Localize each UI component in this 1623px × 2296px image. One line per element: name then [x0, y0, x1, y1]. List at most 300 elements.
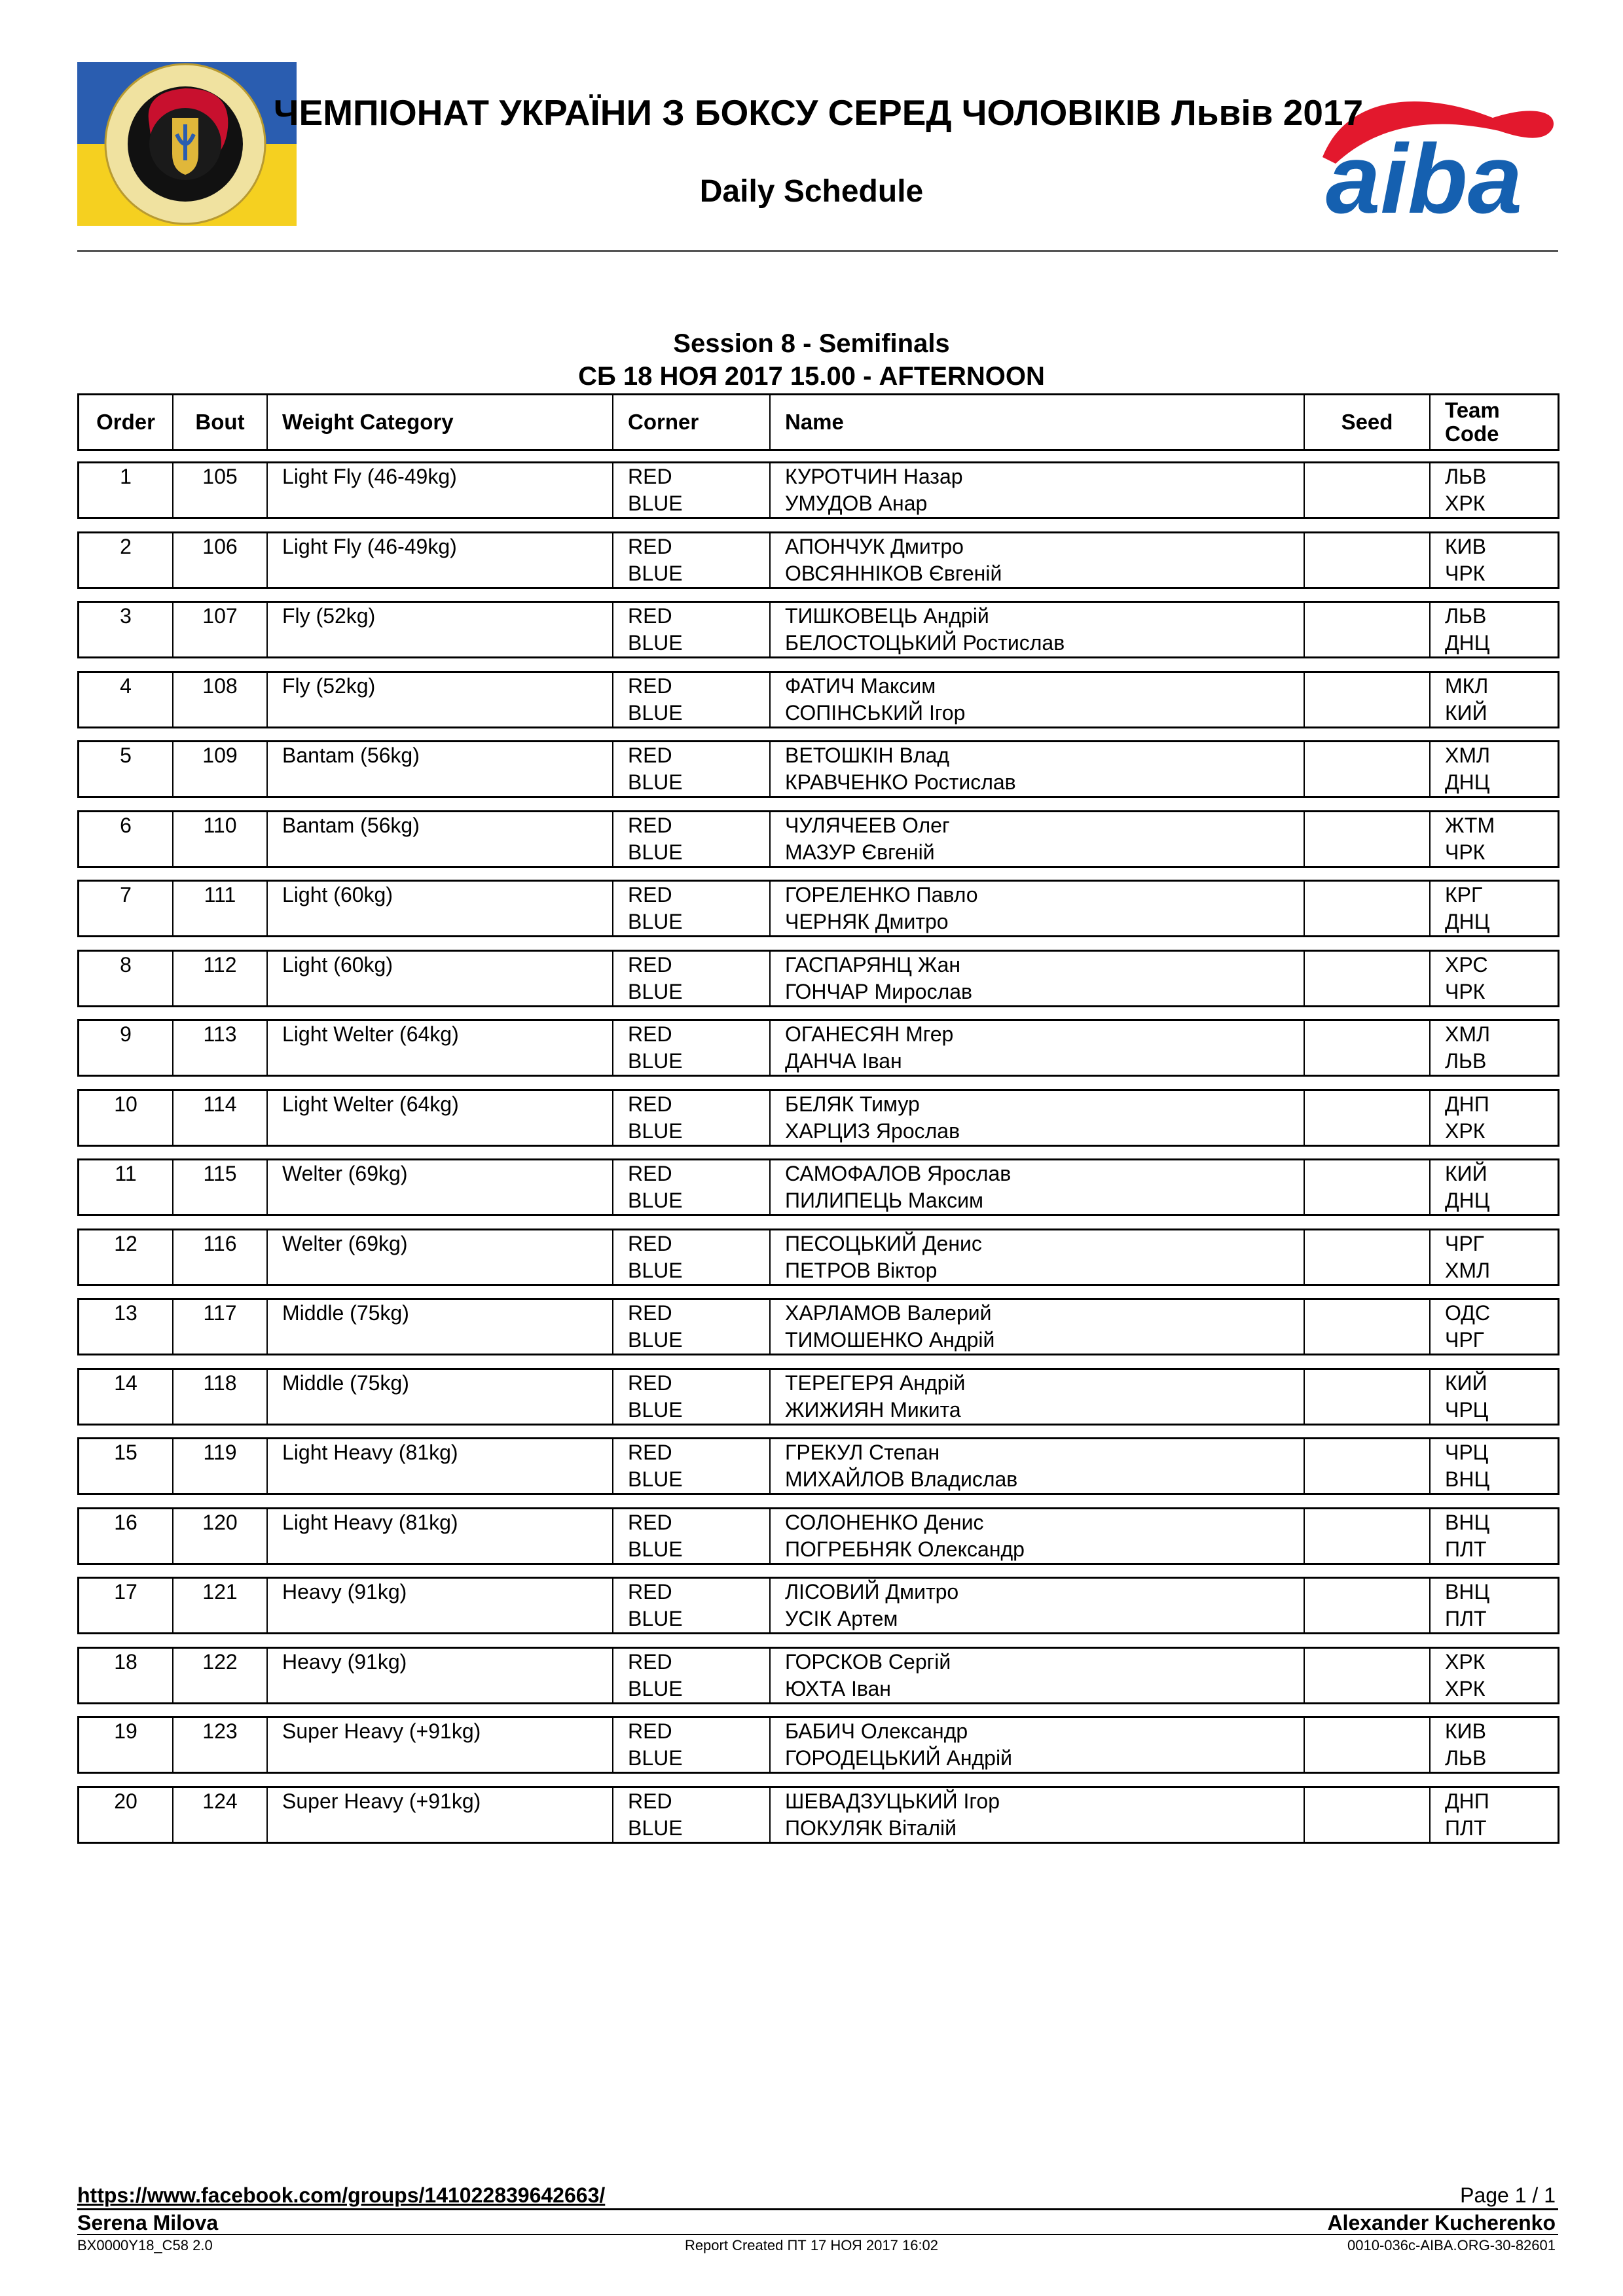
cell-corner — [613, 1509, 771, 1563]
cell-name — [771, 1439, 1305, 1493]
cell-seed — [1305, 1230, 1431, 1284]
boxer-name-blue: ГОРОДЕЦЬКИЙ Андрій — [785, 1746, 1012, 1770]
cell-corner — [613, 812, 771, 866]
cell-weight — [268, 1230, 613, 1284]
order-value: 10 — [114, 1092, 137, 1116]
cell-weight — [268, 1300, 613, 1354]
team-code-blue: КИЙ — [1445, 701, 1487, 725]
corner-red: RED — [628, 1301, 672, 1325]
team-code-blue: ПЛТ — [1445, 1537, 1487, 1561]
cell-team — [1431, 463, 1558, 517]
cell-order — [79, 463, 173, 517]
cell-team — [1431, 1649, 1558, 1702]
order-value: 14 — [114, 1371, 137, 1395]
team-code-red: ВНЦ — [1445, 1580, 1490, 1604]
cell-weight — [268, 1718, 613, 1772]
cell-name — [771, 812, 1305, 866]
cell-team — [1431, 673, 1558, 726]
cell-weight — [268, 1788, 613, 1842]
cell-weight — [268, 742, 613, 796]
corner-red: RED — [628, 535, 672, 558]
cell-corner — [613, 1300, 771, 1354]
cell-name — [771, 742, 1305, 796]
boxer-name-red: АПОНЧУК Дмитро — [785, 535, 964, 558]
column-header-bout: Bout — [173, 395, 268, 449]
cell-team — [1431, 952, 1558, 1005]
cell-name — [771, 1579, 1305, 1632]
cell-seed — [1305, 603, 1431, 656]
cell-team — [1431, 1091, 1558, 1145]
table-row — [77, 1577, 1559, 1634]
footer-divider — [77, 2208, 1558, 2210]
order-value: 8 — [120, 953, 132, 977]
boxer-name-blue: БЕЛОСТОЦЬКИЙ Ростислав — [785, 631, 1065, 655]
table-row — [77, 950, 1559, 1007]
cell-seed — [1305, 1788, 1431, 1842]
corner-blue: BLUE — [628, 1816, 683, 1840]
team-code-blue: ЛЬВ — [1445, 1049, 1487, 1073]
cell-weight — [268, 1091, 613, 1145]
cell-seed — [1305, 952, 1431, 1005]
table-row — [77, 1298, 1559, 1355]
cell-order — [79, 1439, 173, 1493]
cell-bout — [173, 742, 268, 796]
boxer-name-blue: ПИЛИПЕЦЬ Максим — [785, 1189, 983, 1212]
team-code-red: ДНП — [1445, 1092, 1489, 1116]
cell-bout — [173, 1230, 268, 1284]
order-value: 1 — [120, 465, 132, 488]
corner-red: RED — [628, 1789, 672, 1813]
team-code-red: ХМЛ — [1445, 1022, 1490, 1046]
team-code-red: ЧРГ — [1445, 1232, 1484, 1255]
cell-weight — [268, 1649, 613, 1702]
order-value: 2 — [120, 535, 132, 558]
cell-name — [771, 603, 1305, 656]
cell-corner — [613, 533, 771, 587]
cell-team — [1431, 1021, 1558, 1075]
corner-blue: BLUE — [628, 492, 683, 515]
boxer-name-red: ЛІСОВИЙ Дмитро — [785, 1580, 959, 1604]
cell-weight — [268, 882, 613, 935]
boxer-name-blue: ДАНЧА Іван — [785, 1049, 902, 1073]
bout-value: 115 — [203, 1162, 237, 1185]
boxer-name-red: ФАТИЧ Максим — [785, 674, 936, 698]
cell-corner — [613, 1021, 771, 1075]
table-row — [77, 1158, 1559, 1216]
corner-blue: BLUE — [628, 1328, 683, 1352]
corner-red: RED — [628, 1092, 672, 1116]
cell-team — [1431, 603, 1558, 656]
cell-corner — [613, 1718, 771, 1772]
corner-red: RED — [628, 1441, 672, 1464]
cell-seed — [1305, 1370, 1431, 1424]
team-code-blue: ДНЦ — [1445, 1189, 1490, 1212]
bout-value: 107 — [202, 604, 238, 628]
team-code-red: МКЛ — [1445, 674, 1489, 698]
bout-value: 121 — [202, 1580, 238, 1604]
cell-order — [79, 1091, 173, 1145]
weight-value: Light Fly (46-49kg) — [282, 535, 457, 558]
cell-order — [79, 812, 173, 866]
team-code-blue: ЧРК — [1445, 980, 1486, 1003]
corner-blue: BLUE — [628, 1189, 683, 1212]
team-code-blue: ЧРК — [1445, 562, 1486, 585]
cell-order — [79, 1579, 173, 1632]
cell-order — [79, 1649, 173, 1702]
weight-value: Light Heavy (81kg) — [282, 1511, 458, 1534]
cell-order — [79, 1370, 173, 1424]
boxer-name-red: ВЕТОШКІН Влад — [785, 744, 950, 767]
team-code-blue: ПЛТ — [1445, 1816, 1487, 1840]
team-code-red: ХМЛ — [1445, 744, 1490, 767]
cell-team — [1431, 1160, 1558, 1214]
team-code-blue: ХМЛ — [1445, 1259, 1490, 1282]
cell-bout — [173, 463, 268, 517]
team-code-red: ОДС — [1445, 1301, 1490, 1325]
column-header-weight: Weight Category — [268, 395, 613, 449]
cell-seed — [1305, 1509, 1431, 1563]
cell-corner — [613, 1160, 771, 1214]
boxer-name-blue: ЮХТА Іван — [785, 1677, 891, 1700]
table-row — [77, 461, 1559, 519]
cell-team — [1431, 1579, 1558, 1632]
cell-bout — [173, 882, 268, 935]
cell-seed — [1305, 1091, 1431, 1145]
page-title: ЧЕМПІОНАТ УКРАЇНИ З БОКСУ СЕРЕД ЧОЛОВІКІВ Львів 2017 — [273, 92, 1364, 133]
cell-seed — [1305, 742, 1431, 796]
footer-report-created: Report Created ПТ 17 НОЯ 2017 16:02 — [684, 2237, 939, 2253]
cell-bout — [173, 1160, 268, 1214]
table-row — [77, 1647, 1559, 1704]
bout-value: 124 — [202, 1789, 238, 1813]
table-row — [77, 880, 1559, 937]
team-code-red: КИЙ — [1445, 1162, 1487, 1185]
cell-weight — [268, 1509, 613, 1563]
cell-team — [1431, 1300, 1558, 1354]
cell-weight — [268, 812, 613, 866]
weight-value: Bantam (56kg) — [282, 814, 420, 837]
boxer-name-blue: ТИМОШЕНКО Андрій — [785, 1328, 995, 1352]
cell-corner — [613, 1649, 771, 1702]
table-header — [77, 393, 1559, 451]
bout-value: 105 — [202, 465, 238, 488]
order-value: 5 — [120, 744, 132, 767]
cell-name — [771, 1718, 1305, 1772]
cell-seed — [1305, 1718, 1431, 1772]
cell-bout — [173, 603, 268, 656]
team-code-blue: ДНЦ — [1445, 770, 1490, 794]
team-code-red: КИЙ — [1445, 1371, 1487, 1395]
table-row — [77, 1229, 1559, 1286]
team-code-blue: ХРК — [1445, 1677, 1486, 1700]
cell-weight — [268, 463, 613, 517]
boxer-name-blue: ЧЕРНЯК Дмитро — [785, 910, 949, 933]
weight-value: Light Heavy (81kg) — [282, 1441, 458, 1464]
corner-red: RED — [628, 744, 672, 767]
cell-seed — [1305, 673, 1431, 726]
table-row — [77, 1437, 1559, 1495]
corner-red: RED — [628, 1580, 672, 1604]
footer-page-number: Page 1 / 1 — [1460, 2183, 1556, 2207]
cell-weight — [268, 603, 613, 656]
boxer-name-red: ОГАНЕСЯН Мгер — [785, 1022, 954, 1046]
order-value: 4 — [120, 674, 132, 698]
boxer-name-blue: ЖИЖИЯН Микита — [785, 1398, 961, 1422]
bout-value: 113 — [203, 1022, 237, 1046]
cell-team — [1431, 882, 1558, 935]
cell-weight — [268, 1370, 613, 1424]
cell-team — [1431, 1788, 1558, 1842]
table-row — [77, 810, 1559, 868]
cell-bout — [173, 673, 268, 726]
cell-name — [771, 1021, 1305, 1075]
weight-value: Middle (75kg) — [282, 1371, 409, 1395]
order-value: 20 — [114, 1789, 137, 1813]
cell-name — [771, 673, 1305, 726]
order-value: 16 — [114, 1511, 137, 1534]
weight-value: Light (60kg) — [282, 883, 393, 906]
corner-red: RED — [628, 1371, 672, 1395]
corner-red: RED — [628, 1719, 672, 1743]
weight-value: Heavy (91kg) — [282, 1650, 407, 1674]
team-code-red: ЛЬВ — [1445, 604, 1487, 628]
cell-name — [771, 952, 1305, 1005]
table-row — [77, 1019, 1559, 1077]
order-value: 19 — [114, 1719, 137, 1743]
table-row — [77, 1786, 1559, 1844]
cell-order — [79, 742, 173, 796]
cell-order — [79, 1509, 173, 1563]
order-value: 3 — [120, 604, 132, 628]
corner-red: RED — [628, 674, 672, 698]
cell-seed — [1305, 1649, 1431, 1702]
bout-value: 122 — [202, 1650, 238, 1674]
boxer-name-blue: УСІК Артем — [785, 1607, 898, 1630]
boxer-name-red: ГОРСКОВ Сергій — [785, 1650, 951, 1674]
bout-value: 112 — [203, 953, 237, 977]
boxer-name-red: ЧУЛЯЧЕЕВ Олег — [785, 814, 950, 837]
order-value: 11 — [115, 1162, 137, 1185]
cell-corner — [613, 673, 771, 726]
boxer-name-blue: ПОГРЕБНЯК Олександр — [785, 1537, 1025, 1561]
corner-blue: BLUE — [628, 701, 683, 725]
team-code-blue: ПЛТ — [1445, 1607, 1487, 1630]
weight-value: Middle (75kg) — [282, 1301, 409, 1325]
cell-order — [79, 1718, 173, 1772]
corner-blue: BLUE — [628, 840, 683, 864]
team-code-red: ЛЬВ — [1445, 465, 1487, 488]
boxer-name-blue: ПЕТРОВ Віктор — [785, 1259, 938, 1282]
weight-value: Super Heavy (+91kg) — [282, 1789, 481, 1813]
boxer-name-red: ГРЕКУЛ Степан — [785, 1441, 940, 1464]
table-row — [77, 531, 1559, 589]
footer-left-official: Serena Milova — [77, 2211, 219, 2234]
boxer-name-blue: ОВСЯННІКОВ Євгеній — [785, 562, 1002, 585]
cell-order — [79, 1300, 173, 1354]
cell-corner — [613, 603, 771, 656]
corner-blue: BLUE — [628, 562, 683, 585]
cell-bout — [173, 1300, 268, 1354]
corner-blue: BLUE — [628, 770, 683, 794]
corner-red: RED — [628, 953, 672, 977]
table-row — [77, 601, 1559, 658]
cell-name — [771, 1370, 1305, 1424]
boxer-name-red: ПЕСОЦЬКИЙ Денис — [785, 1232, 982, 1255]
cell-weight — [268, 533, 613, 587]
cell-order — [79, 1021, 173, 1075]
cell-name — [771, 1788, 1305, 1842]
footer-right-official: Alexander Kucherenko — [1327, 2211, 1556, 2234]
order-value: 6 — [120, 814, 132, 837]
cell-bout — [173, 1718, 268, 1772]
corner-red: RED — [628, 1162, 672, 1185]
footer-divider-secondary — [77, 2234, 1558, 2235]
footer-document-id: 0010-036c-AIBA.ORG-30-82601 — [1347, 2237, 1556, 2253]
bout-value: 111 — [204, 883, 236, 906]
corner-red: RED — [628, 604, 672, 628]
order-value: 9 — [120, 1022, 132, 1046]
column-header-team-line1: Team — [1445, 398, 1500, 422]
boxer-name-red: ХАРЛАМОВ Валерий — [785, 1301, 992, 1325]
column-header-seed: Seed — [1305, 395, 1431, 449]
team-code-blue: ЛЬВ — [1445, 1746, 1487, 1770]
cell-order — [79, 882, 173, 935]
boxer-name-red: ТИШКОВЕЦЬ Андрій — [785, 604, 989, 628]
corner-blue: BLUE — [628, 1398, 683, 1422]
corner-blue: BLUE — [628, 980, 683, 1003]
team-code-blue: ДНЦ — [1445, 910, 1490, 933]
team-code-blue: ХРК — [1445, 492, 1486, 515]
cell-corner — [613, 1439, 771, 1493]
team-code-red: КИВ — [1445, 535, 1486, 558]
boxer-name-red: СОЛОНЕНКО Денис — [785, 1511, 984, 1534]
corner-blue: BLUE — [628, 910, 683, 933]
page-subtitle: Daily Schedule — [699, 174, 924, 209]
bout-value: 116 — [203, 1232, 237, 1255]
column-header-team-line2: Code — [1445, 422, 1499, 446]
cell-weight — [268, 1021, 613, 1075]
boxer-name-blue: ГОНЧАР Мирослав — [785, 980, 973, 1003]
cell-weight — [268, 1439, 613, 1493]
boxer-name-blue: СОПІНСЬКИЙ Ігор — [785, 701, 966, 725]
column-header-order: Order — [79, 395, 173, 449]
cell-team — [1431, 1230, 1558, 1284]
team-code-red: ЖТМ — [1445, 814, 1495, 837]
bout-value: 114 — [203, 1092, 237, 1116]
cell-order — [79, 1160, 173, 1214]
footer-report-code: BX0000Y18_C58 2.0 — [77, 2237, 213, 2253]
cell-seed — [1305, 463, 1431, 517]
boxer-name-red: БАБИЧ Олександр — [785, 1719, 968, 1743]
cell-name — [771, 1091, 1305, 1145]
table-row — [77, 1716, 1559, 1774]
cell-bout — [173, 1509, 268, 1563]
column-header-corner: Corner — [613, 395, 771, 449]
cell-weight — [268, 952, 613, 1005]
cell-team — [1431, 1370, 1558, 1424]
cell-bout — [173, 952, 268, 1005]
boxer-name-blue: МАЗУР Євгеній — [785, 840, 935, 864]
boxer-name-red: КУРОТЧИН Назар — [785, 465, 963, 488]
cell-bout — [173, 1370, 268, 1424]
weight-value: Light Welter (64kg) — [282, 1022, 459, 1046]
session-title: Session 8 - Semifinals — [673, 329, 950, 358]
corner-red: RED — [628, 883, 672, 906]
table-row — [77, 1089, 1559, 1147]
cell-corner — [613, 1788, 771, 1842]
weight-value: Heavy (91kg) — [282, 1580, 407, 1604]
cell-weight — [268, 1579, 613, 1632]
footer-url-link[interactable]: https://www.facebook.com/groups/141022839642663/ — [77, 2183, 606, 2207]
cell-name — [771, 1160, 1305, 1214]
svg-text:aiba: aiba — [1326, 124, 1523, 223]
bout-value: 119 — [203, 1441, 237, 1464]
weight-value: Fly (52kg) — [282, 604, 376, 628]
cell-team — [1431, 1718, 1558, 1772]
cell-seed — [1305, 812, 1431, 866]
team-code-blue: ЧРГ — [1445, 1328, 1484, 1352]
bout-value: 110 — [203, 814, 237, 837]
corner-red: RED — [628, 1650, 672, 1674]
corner-red: RED — [628, 814, 672, 837]
weight-value: Welter (69kg) — [282, 1162, 408, 1185]
corner-red: RED — [628, 465, 672, 488]
bout-value: 123 — [202, 1719, 238, 1743]
cell-seed — [1305, 533, 1431, 587]
team-code-red: ХРС — [1445, 953, 1488, 977]
bout-value: 120 — [202, 1511, 238, 1534]
bout-value: 106 — [202, 535, 238, 558]
corner-blue: BLUE — [628, 1607, 683, 1630]
team-code-red: ВНЦ — [1445, 1511, 1490, 1534]
table-row — [77, 1507, 1559, 1565]
weight-value: Bantam (56kg) — [282, 744, 420, 767]
boxer-name-blue: КРАВЧЕНКО Ростислав — [785, 770, 1016, 794]
order-value: 17 — [114, 1580, 137, 1604]
session-date: СБ 18 НОЯ 2017 15.00 - AFTERNOON — [578, 362, 1045, 391]
cell-name — [771, 463, 1305, 517]
cell-order — [79, 1230, 173, 1284]
cell-seed — [1305, 1579, 1431, 1632]
bout-value: 108 — [202, 674, 238, 698]
cell-corner — [613, 463, 771, 517]
weight-value: Welter (69kg) — [282, 1232, 408, 1255]
cell-name — [771, 1300, 1305, 1354]
boxer-name-red: БЕЛЯК Тимур — [785, 1092, 920, 1116]
column-header-team-code — [1431, 395, 1558, 449]
cell-corner — [613, 1230, 771, 1284]
cell-bout — [173, 1788, 268, 1842]
boxer-name-red: ШЕВАДЗУЦЬКИЙ Ігор — [785, 1789, 1000, 1813]
cell-name — [771, 1649, 1305, 1702]
team-code-blue: ЧРК — [1445, 840, 1486, 864]
boxer-name-red: ТЕРЕГЕРЯ Андрій — [785, 1371, 966, 1395]
corner-red: RED — [628, 1232, 672, 1255]
team-code-blue: ДНЦ — [1445, 631, 1490, 655]
team-code-blue: ЧРЦ — [1445, 1398, 1489, 1422]
cell-name — [771, 882, 1305, 935]
team-code-red: ДНП — [1445, 1789, 1489, 1813]
cell-order — [79, 533, 173, 587]
cell-team — [1431, 742, 1558, 796]
team-code-red: ЧРЦ — [1445, 1441, 1489, 1464]
corner-blue: BLUE — [628, 1119, 683, 1143]
cell-weight — [268, 673, 613, 726]
order-value: 13 — [114, 1301, 137, 1325]
cell-bout — [173, 1091, 268, 1145]
corner-blue: BLUE — [628, 631, 683, 655]
cell-name — [771, 1509, 1305, 1563]
